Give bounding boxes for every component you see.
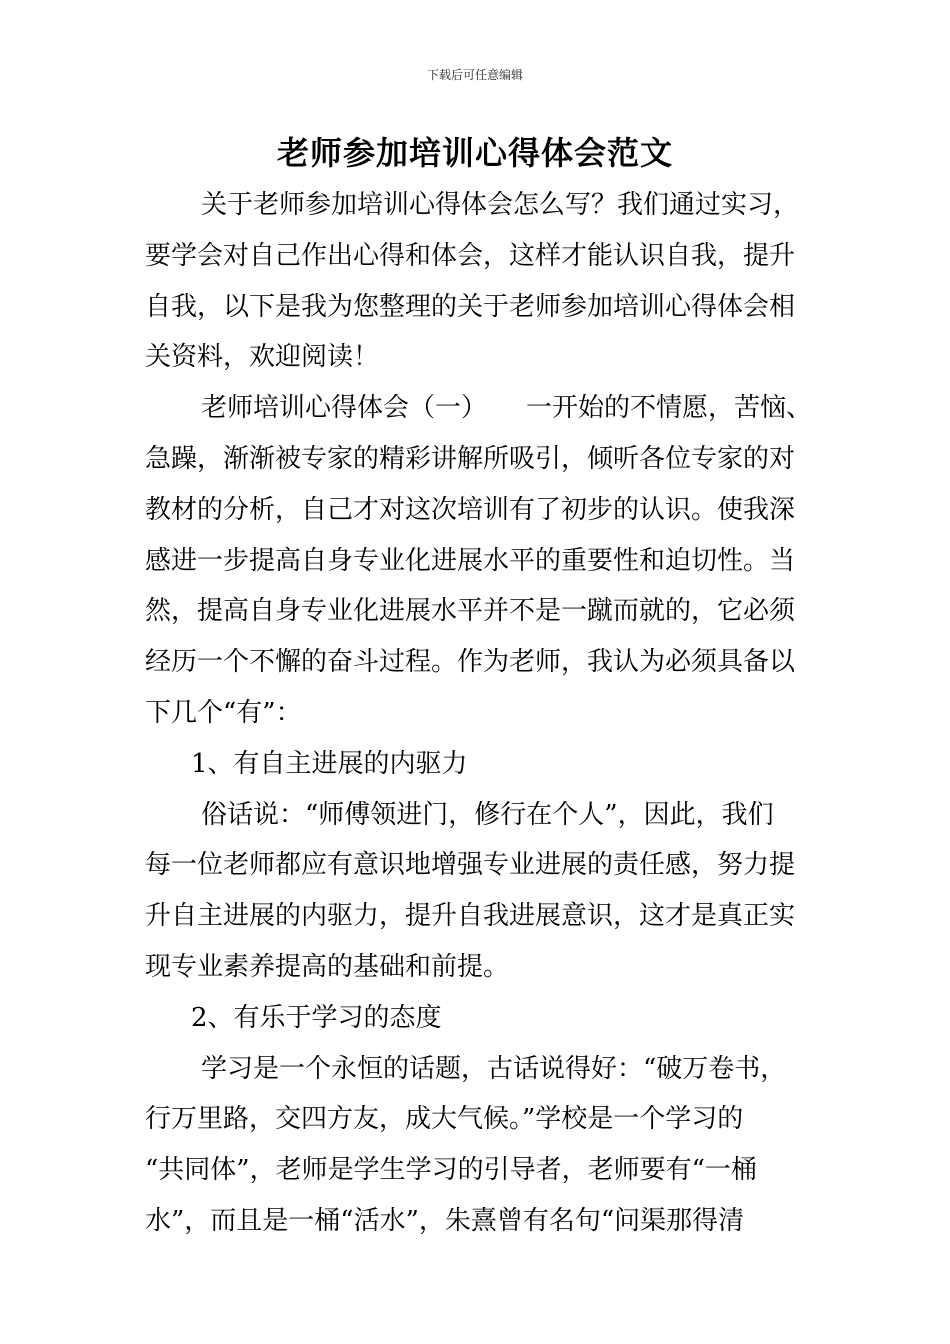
subheading-1 [145,739,810,790]
text-line: 升自主进展的内驱力，提升自我进展意识，这才是真正实 [145,901,796,932]
text-line: 然，提高自身专业化进展水平并不是一蹴而就的，它必须 [145,596,796,627]
text-line: 教材的分析，自己才对这次培训有了初步的认识。使我深 [145,494,796,525]
document-title: 老师参加培训心得体会范文 [276,134,673,172]
subheading-2 [145,993,810,1044]
text-line: 俗话说：“师傅领进门，修行在个人”，因此，我们 [201,799,774,830]
text-line: 感进一步提高自身专业化进展水平的重要性和迫切性。当 [145,545,796,576]
header-note: 下载后可任意编辑 [426,68,523,82]
text-line: 2、有乐于学习的态度 [191,1002,442,1033]
text-line: 1、有自主进展的内驱力 [191,748,468,779]
text-line: 自我，以下是我为您整理的关于老师参加培训心得体会相 [145,291,796,322]
text-line: 学习是一个永恒的话题，古话说得好：“破万卷书， [201,1053,787,1084]
paragraph-learning [145,1044,810,1247]
text-line: 关于老师参加培训心得体会怎么写？我们通过实习， [201,190,800,220]
text-line: 关资料，欢迎阅读！ [145,342,380,373]
text-line: 现专业素养提高的基础和前提。 [145,951,510,982]
paragraph-section-one [145,383,813,739]
paragraph-intro [145,180,810,383]
document-body [145,180,813,1247]
paragraph-proverb [145,790,810,993]
text-line: 下几个“有”： [145,697,302,728]
text-line: 每一位老师都应有意识地增强专业进展的责任感，努力提 [145,850,796,881]
text-line: 经历一个不懈的奋斗过程。作为老师，我认为必须具备以 [145,647,796,678]
text-line: 行万里路，交四方友，成大气候。”学校是一个学习的 [145,1104,744,1135]
text-line: 急躁，渐渐被专家的精彩讲解所吸引，倾听各位专家的对 [145,443,796,474]
text-line: 水”，而且是一桶“活水”，朱熹曾有名句“问渠那得清 [145,1205,745,1236]
text-line: 老师培训心得体会（一） 一开始的不情愿，苦恼、 [201,393,813,424]
text-line: 要学会对自己作出心得和体会，这样才能认识自我，提升 [145,240,796,271]
text-line: “共同体”，老师是学生学习的引导者，老师要有“一桶 [145,1155,757,1186]
